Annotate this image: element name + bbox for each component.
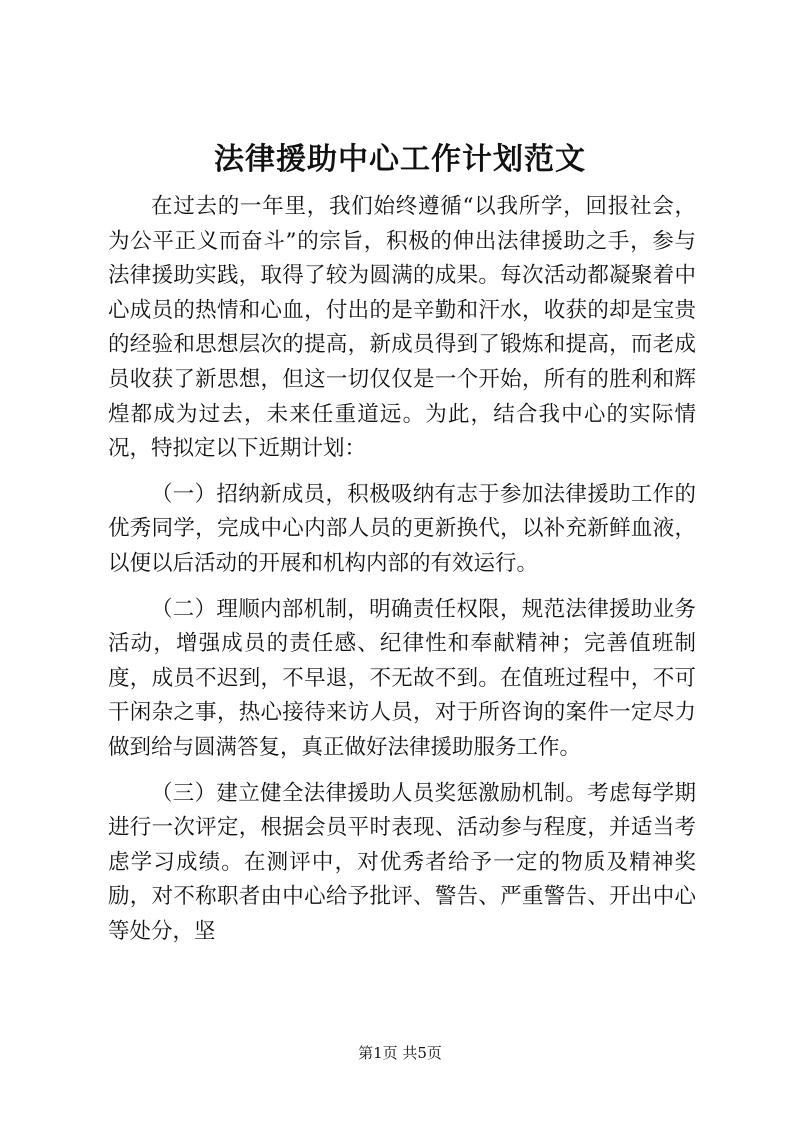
plan-item-3: （三）建立健全法律援助人员奖惩激励机制。考虑每学期进行一次评定，根据会员平时表现、活动参与程度，并适当考虑学习成绩。在测评中，对优秀者给予一定的物质及精神奖励，对不称职者由中心给予批评、警告、严重警告、开出中心等处分，坚: [108, 780, 696, 944]
plan-item-2: （二）理顺内部机制，明确责任权限，规范法律援助业务活动，增强成员的责任感、纪律性和奉献精神；完善值班制度，成员不迟到，不早退，不无故不到。在值班过程中，不可干闲杂之事，热心接待来访人员，对于所咨询的案件一定尽力做到给与圆满答复，真正做好法律援助服务工作。: [108, 596, 696, 760]
document-title: 法律援助中心工作计划范文: [214, 142, 586, 177]
page-footer: 第1页 共5页: [358, 1044, 442, 1062]
plan-item-1: （一）招纳新成员，积极吸纳有志于参加法律援助工作的优秀同学，完成中心内部人员的更新换代，以补充新鲜血液，以便以后活动的开展和机构内部的有效运行。: [108, 481, 696, 576]
document-body: [108, 190, 696, 949]
intro-paragraph: 在过去的一年里，我们始终遵循“以我所学，回报社会，为公平正义而奋斗”的宗旨，积极的伸出法律援助之手，参与法律援助实践，取得了较为圆满的成果。每次活动都凝聚着中心成员的热情和心血，付出的是辛勤和汗水，收获的却是宝贵的经验和思想层次的提高，新成员得到了锻炼和提高，而老成员收获了新思想，但这一切仅仅是一个开始，所有的胜利和辉煌都成为过去，未来任重道远。为此，结合我中心的实际情况，特拟定以下近期计划：: [108, 194, 696, 462]
